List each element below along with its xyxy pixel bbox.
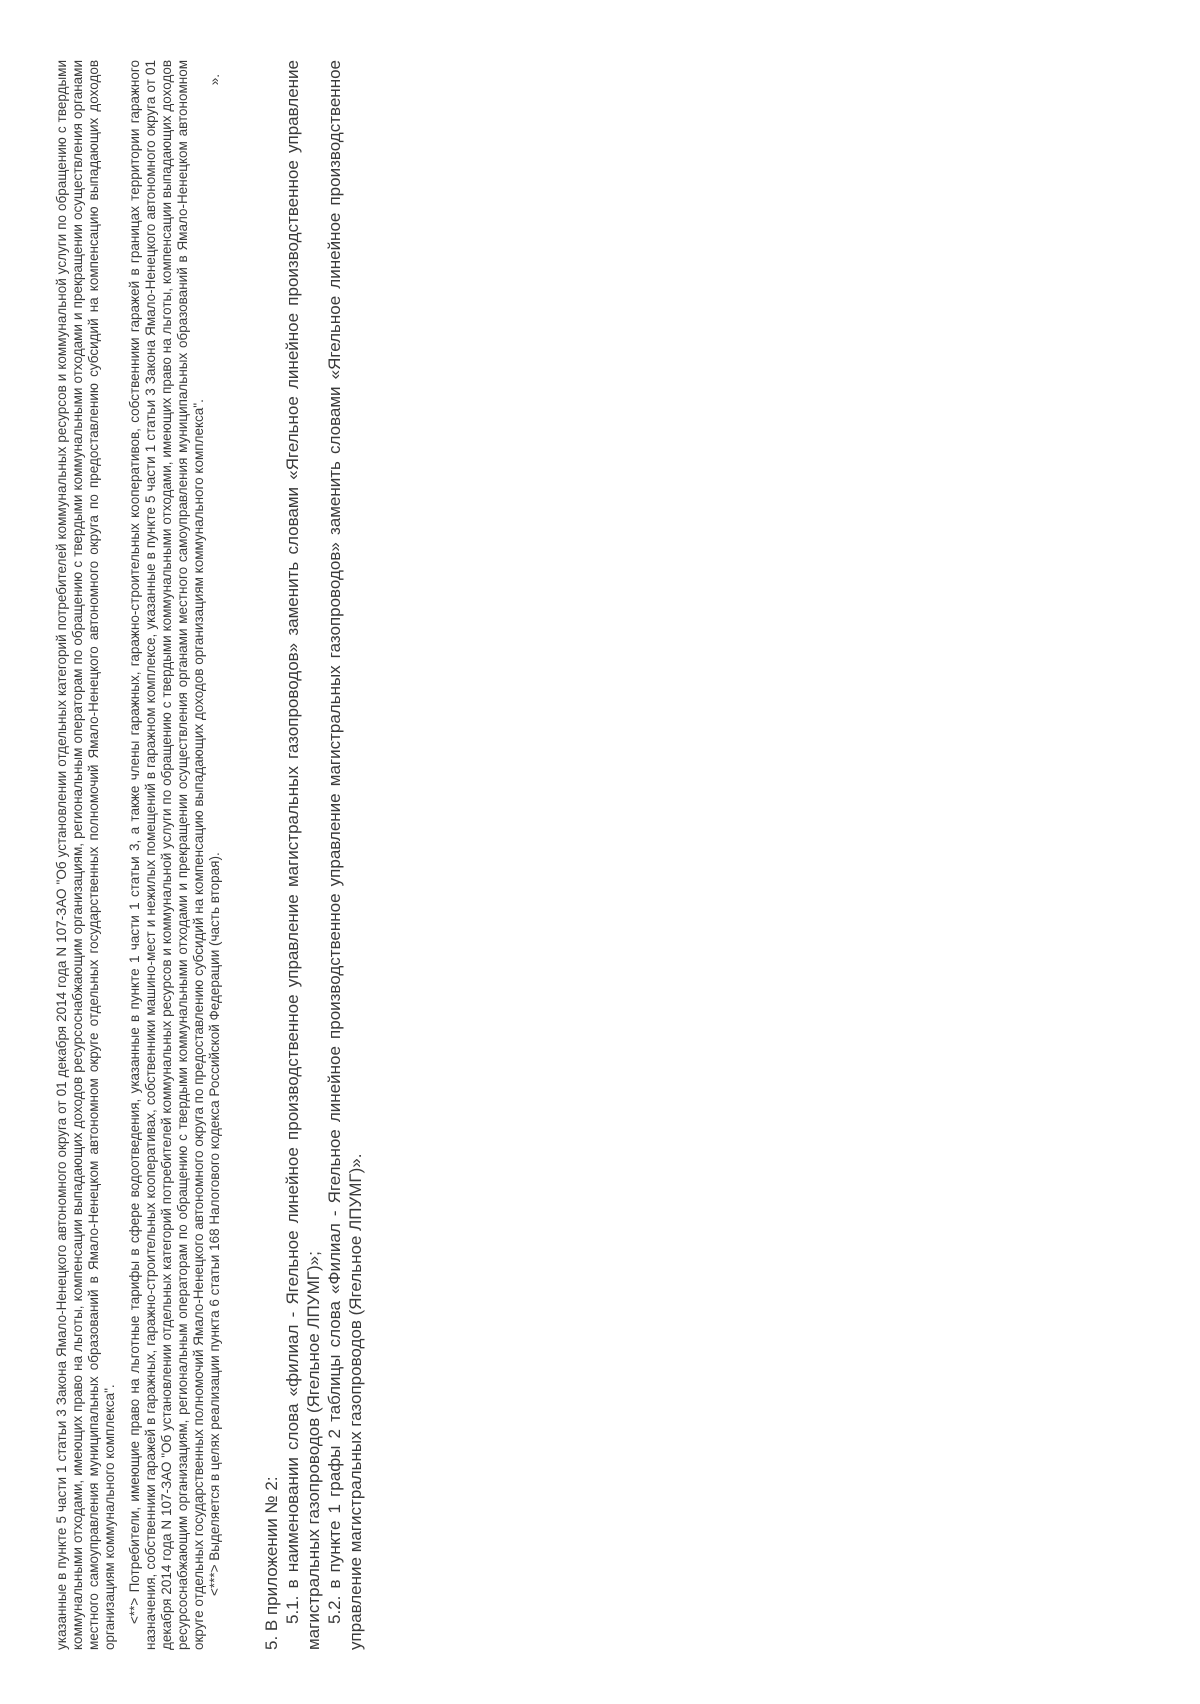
- document-page: [54, 60, 366, 1650]
- appendix-heading: 5. В приложении № 2:: [262, 1476, 281, 1650]
- footnotes: [54, 60, 223, 1650]
- item-5-2: 5.2. в пункте 1 графы 2 таблицы слова «Филиал - Ягельное линейное производственное управление магистральных газопроводов» заменить словами «Ягельное линейное производственное управление магистральных газопроводов (Ягельное ЛПУМГ)».: [325, 60, 365, 1650]
- footnote-3: <***> Выделяется в целях реализации пункта 6 статьи 168 Налогового кодекса Российской Федерации (часть вторая).: [207, 852, 222, 1596]
- closing-quote: ».: [207, 74, 222, 86]
- appendix-2-amendments: [261, 60, 366, 1650]
- item-5-1: 5.1. в наименовании слова «филиал - Ягельное линейное производственное управление магистральных газопроводов» заменить словами «Ягельное линейное производственное управление магистральных газопроводов (Ягельное ЛПУМГ)»;: [283, 60, 323, 1650]
- footnote-2: <**> Потребители, имеющие право на льготные тарифы в сфере водоотведения, указанные в пункте 1 части 1 статьи 3, а также члены гаражных, гаражно-строительных кооперативов, собственники гаражей в границах территории гаражного назначения, собственники гаражей в гаражных, гаражно-строительных кооперативах, собственники машино-мест и нежилых помещений в гаражном комплексе, указанные в пункте 5 части 1 статьи 3 Закона Ямало-Ненецкого автономного округа от 01 декабря 2014 года N 107-ЗАО "Об установлении отдельных категорий потребителей коммунальных ресурсов и коммунальной услуги по обращению с твердыми коммунальными отходами, имеющих право на льготы, компенсации выпадающих доходов ресурсоснабжающим организациям, региональным операторам по обращению с твердыми коммунальными отходами и прекращении осуществления органами местного самоуправления муниципальных образований в Ямало-Ненецком автономном округе отдельных государственных полномочий Ямало-Ненецкого автономного округа по предоставлению субсидий на компенсацию выпадающих доходов организациям коммунального комплекса".: [127, 60, 206, 1650]
- footnote-1-continuation: указанные в пункте 5 части 1 статьи 3 Закона Ямало-Ненецкого автономного округа от 01 декабря 2014 года N 107-ЗАО "Об установлении отдельных категорий потребителей коммунальных ресурсов и коммунальной услуги по обращению с твердыми коммунальными отходами, имеющих право на льготы, компенсации выпадающих доходов ресурсоснабжающим организациям, региональным операторам по обращению с твердыми коммунальными отходами и прекращении осуществления органами местного самоуправления муниципальных образований в Ямало-Ненецком автономном округе отдельных государственных полномочий Ямало-Ненецкого автономного округа по предоставлению субсидий на компенсацию выпадающих доходов организациям коммунального комплекса".: [54, 60, 117, 1650]
